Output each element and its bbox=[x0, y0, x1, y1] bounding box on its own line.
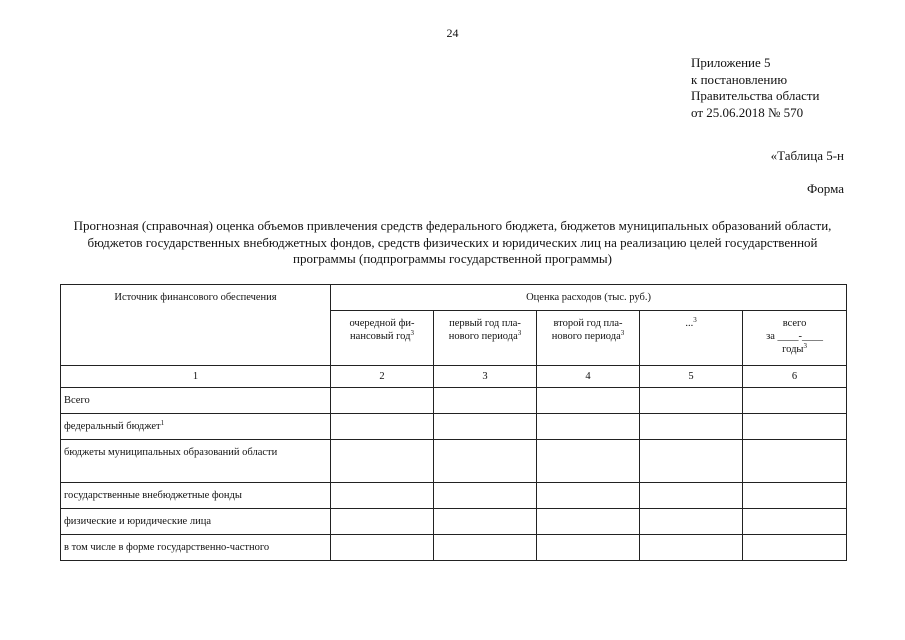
table-cell bbox=[434, 414, 537, 440]
table-cell bbox=[640, 414, 743, 440]
column-number: 3 bbox=[434, 366, 537, 388]
header-second-plan-year-text: второй год пла- нового периода bbox=[551, 318, 623, 342]
footnote-mark: 3 bbox=[693, 316, 697, 324]
table-cell bbox=[640, 535, 743, 561]
appendix-line: к постановлению bbox=[691, 71, 788, 87]
table-row bbox=[61, 440, 847, 483]
row-label: государственные внебюджетные фонды bbox=[61, 483, 331, 509]
table-cell bbox=[537, 483, 640, 509]
document-title: Прогнозная (справочная) оценка объемов привлечения средств федерального бюджета, бюджетов муниципальных образований области, бюджетов государственных внебюджетных фондов, средств физических и юридических лиц на реализацию целей государственной программы (подпрограммы государственной программы) bbox=[73, 218, 832, 266]
column-number: 6 bbox=[743, 366, 847, 388]
row-label: бюджеты муниципальных образований области bbox=[61, 440, 331, 483]
table-cell bbox=[331, 388, 434, 414]
table-cell bbox=[537, 440, 640, 483]
table-row bbox=[61, 388, 847, 414]
header-total-line-3 bbox=[746, 343, 843, 356]
table-cell bbox=[640, 388, 743, 414]
footnote-mark: 3 bbox=[803, 342, 807, 350]
row-label: федеральный бюджет bbox=[64, 421, 161, 432]
table-cell bbox=[537, 535, 640, 561]
footnote-mark: 3 bbox=[517, 329, 522, 337]
table-cell bbox=[331, 440, 434, 483]
header-ellipsis bbox=[640, 311, 743, 366]
table-cell bbox=[537, 414, 640, 440]
header-estimate: Оценка расходов (тыс. руб.) bbox=[331, 285, 847, 311]
column-number: 5 bbox=[640, 366, 743, 388]
table-row bbox=[61, 535, 847, 561]
column-number: 4 bbox=[537, 366, 640, 388]
row-label: в том числе в форме государственно-частного bbox=[61, 535, 331, 561]
table-cell bbox=[743, 440, 847, 483]
footnote-mark: 3 bbox=[620, 329, 625, 337]
appendix-line: от 25.06.2018 № 570 bbox=[691, 104, 804, 120]
footnote-mark: 3 bbox=[410, 329, 414, 337]
financing-table bbox=[60, 284, 847, 561]
table-cell bbox=[434, 440, 537, 483]
header-next-year-text: очередной фи- нансовый год bbox=[349, 318, 415, 342]
row-label: Всего bbox=[61, 388, 331, 414]
table-cell bbox=[331, 535, 434, 561]
header-second-plan-year bbox=[537, 311, 640, 366]
header-total-line: за ____-____ bbox=[766, 331, 823, 342]
table-cell bbox=[434, 483, 537, 509]
table-cell bbox=[331, 509, 434, 535]
page-number: 24 bbox=[446, 26, 459, 40]
header-first-plan-year bbox=[434, 311, 537, 366]
table-cell bbox=[743, 414, 847, 440]
table-cell bbox=[537, 388, 640, 414]
appendix-line: Приложение 5 bbox=[691, 55, 771, 70]
table-cell bbox=[743, 388, 847, 414]
header-source: Источник финансового обеспечения bbox=[61, 285, 331, 366]
form-label: Форма bbox=[807, 181, 844, 196]
table-cell bbox=[640, 483, 743, 509]
header-first-plan-year-text: первый год пла- нового периода bbox=[448, 318, 521, 342]
table-cell bbox=[434, 509, 537, 535]
header-total-line: всего bbox=[782, 318, 807, 329]
table-cell bbox=[537, 509, 640, 535]
table-cell bbox=[331, 414, 434, 440]
table-cell bbox=[743, 535, 847, 561]
header-next-year bbox=[331, 311, 434, 366]
table-cell bbox=[434, 535, 537, 561]
table-cell bbox=[743, 483, 847, 509]
header-total bbox=[743, 311, 847, 366]
table-cell bbox=[640, 509, 743, 535]
appendix-line: Правительства области bbox=[691, 88, 820, 103]
appendix-block bbox=[691, 55, 820, 121]
table-row bbox=[61, 414, 847, 440]
table-cell bbox=[331, 483, 434, 509]
row-label-cell bbox=[61, 414, 331, 440]
table-reference: «Таблица 5-н bbox=[770, 148, 844, 163]
header-ellipsis-text: ... bbox=[685, 318, 694, 329]
table-cell bbox=[640, 440, 743, 483]
table-cell bbox=[743, 509, 847, 535]
table-cell bbox=[434, 388, 537, 414]
column-number: 1 bbox=[61, 366, 331, 388]
column-number: 2 bbox=[331, 366, 434, 388]
header-total-years: годы bbox=[782, 344, 804, 355]
table-row bbox=[61, 509, 847, 535]
table-row bbox=[61, 483, 847, 509]
footnote-mark: 1 bbox=[160, 419, 165, 427]
row-label: физические и юридические лица bbox=[61, 509, 331, 535]
